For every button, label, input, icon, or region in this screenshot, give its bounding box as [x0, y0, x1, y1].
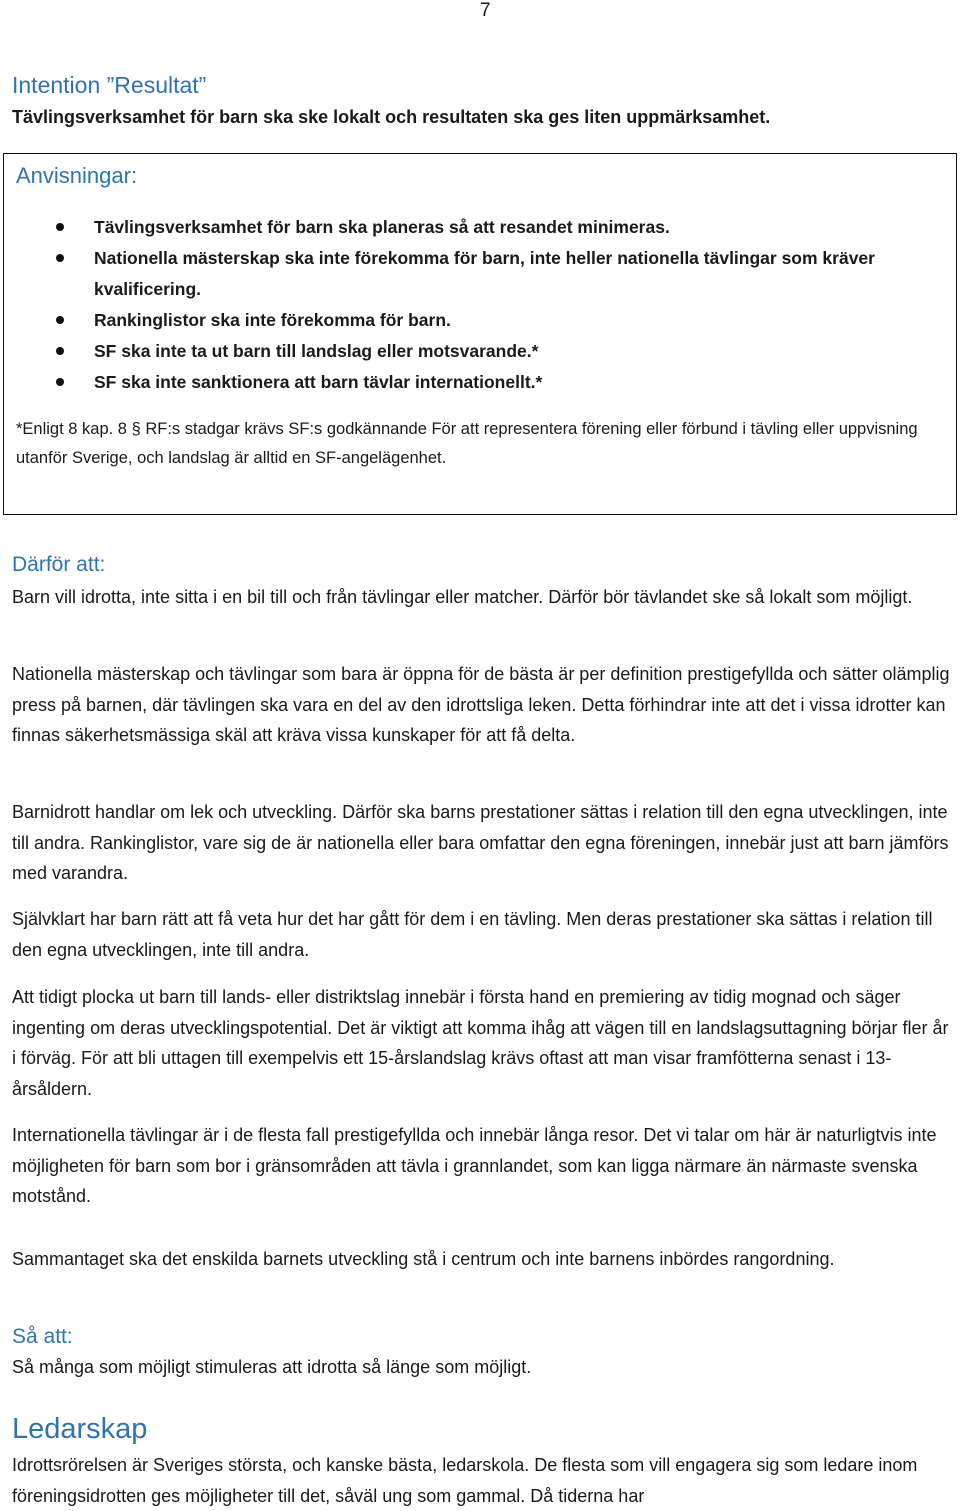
list-item-text: Nationella mästerskap ska inte förekomma för barn, inte heller nationella tävlingar som kräver kvalificering. — [94, 248, 875, 299]
paragraph: Självklart har barn rätt att få veta hur det har gått för dem i en tävling. Men deras prestationer ska sättas i relation till den egna utvecklingen, inte till andra. — [12, 909, 933, 960]
bullet-icon — [56, 223, 64, 231]
ledarskap-text: Idrottsrörelsen är Sveriges största, och kanske bästa, ledarskola. De flesta som vill engagera sig som ledare inom föreningsidrotten ges möjligheter till det, såväl ung som gammal. Då tiderna har — [12, 1455, 918, 1506]
list-item — [56, 305, 946, 336]
sa-att-heading: Så att: — [12, 1325, 73, 1348]
page-number: 7 — [480, 0, 491, 21]
paragraph: Barnidrott handlar om lek och utveckling. Därför ska barns prestationer sättas i relation till den egna utvecklingen, inte till andra. Rankinglistor, vare sig de är nationella eller bara omfattar den egna föreningen, innebär just att barn jämförs med varandra. — [12, 802, 949, 883]
list-item — [56, 212, 946, 243]
darfor-att-heading: Därför att: — [12, 553, 106, 576]
sa-att-text: Så många som möjligt stimuleras att idrotta så länge som möjligt. — [12, 1357, 532, 1377]
anvisningar-heading: Anvisningar: — [16, 163, 138, 188]
list-item — [56, 336, 946, 367]
paragraph: Nationella mästerskap och tävlingar som bara är öppna för de bästa är per definition prestigefyllda och sätter olämplig press på barnen, där tävlingen ska vara en del av den idrottsliga leken. Detta förhindrar inte att det i vissa idrotter kan finnas säkerhetsmässiga skäl att kräva vissa kunskaper för att få delta. — [12, 664, 950, 745]
bullet-icon — [56, 347, 64, 355]
list-item — [56, 367, 946, 398]
list-item — [56, 243, 946, 305]
bullet-icon — [56, 316, 64, 324]
bullet-icon — [56, 378, 64, 386]
paragraph: Barn vill idrotta, inte sitta i en bil till och från tävlingar eller matcher. Därför bör tävlandet ske så lokalt som möjligt. — [12, 587, 913, 607]
bullet-icon — [56, 254, 64, 262]
anvisningar-list — [56, 212, 946, 398]
list-item-text: Rankinglistor ska inte förekomma för barn. — [94, 310, 451, 330]
footnote: *Enligt 8 kap. 8 § RF:s stadgar krävs SF:s godkännande För att representera förening eller förbund i tävling eller uppvisning utanför Sverige, och landslag är alltid en SF-angelägenhet. — [16, 420, 918, 467]
ledarskap-heading: Ledarskap — [12, 1413, 148, 1445]
list-item-text: SF ska inte sanktionera att barn tävlar internationellt.* — [94, 372, 543, 392]
paragraph: Sammantaget ska det enskilda barnets utveckling stå i centrum och inte barnens inbördes rangordning. — [12, 1249, 835, 1269]
list-item-text: Tävlingsverksamhet för barn ska planeras så att resandet minimeras. — [94, 217, 670, 237]
intention-statement: Tävlingsverksamhet för barn ska ske lokalt och resultaten ska ges liten uppmärksamhet. — [12, 107, 771, 127]
intention-heading: Intention ”Resultat” — [12, 72, 207, 98]
list-item-text: SF ska inte ta ut barn till landslag eller motsvarande.* — [94, 341, 539, 361]
paragraph: Att tidigt plocka ut barn till lands- eller distriktslag innebär i första hand en premiering av tidig mognad och säger ingenting om deras utvecklingspotential. Det är viktigt att komma ihåg att vägen till en landslagsuttagning börjar fler år i förväg. För att bli uttagen till exempelvis ett 15-årslandslag krävs oftast att man visar framfötterna senast i 13-årsåldern. — [12, 987, 949, 1099]
paragraph: Internationella tävlingar är i de flesta fall prestigefyllda och innebär långa resor. Det vi talar om här är naturligtvis inte möjligheten för barn som bor i gränsområden att tävla i grannlandet, som kan ligga närmare än närmaste svenska motstånd. — [12, 1125, 937, 1206]
